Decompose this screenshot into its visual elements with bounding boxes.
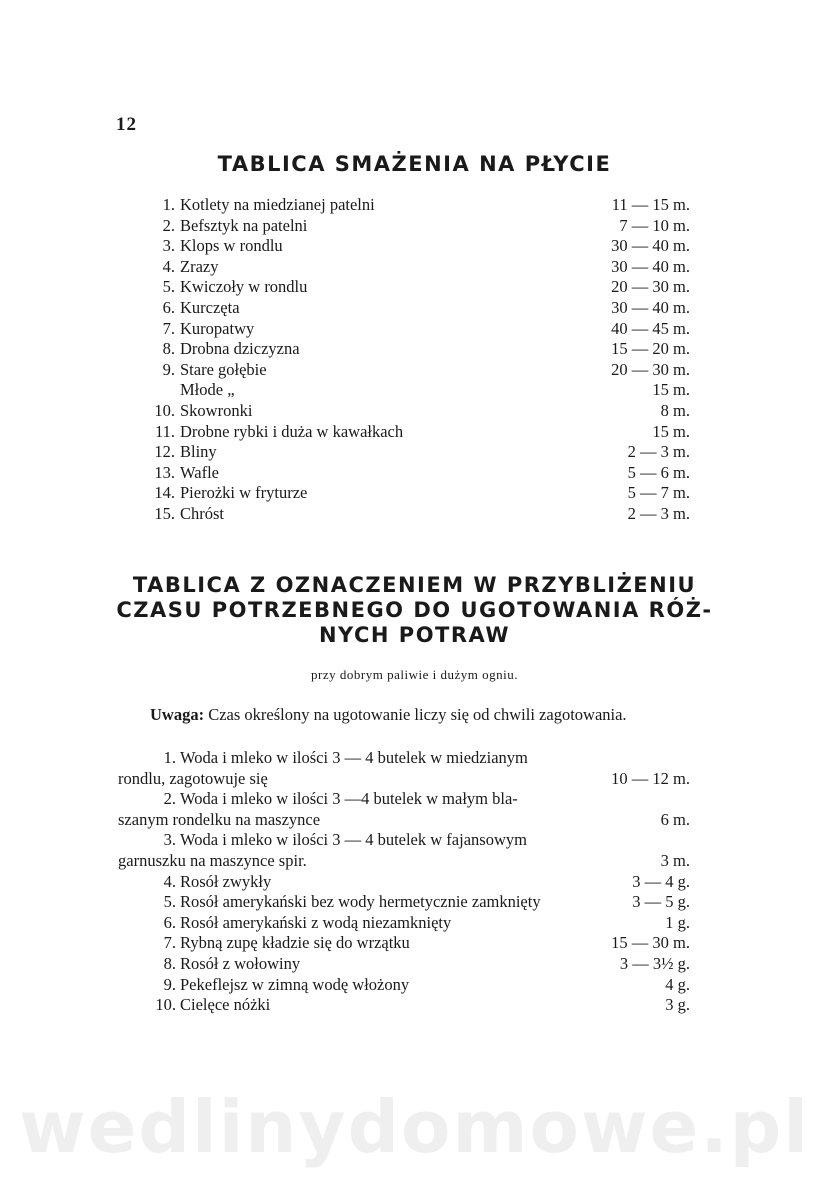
frying-table <box>150 195 690 525</box>
row-label: Zrazy <box>180 256 219 276</box>
row-label: Drobne rybki i duża w kawałkach <box>180 421 404 441</box>
row-time: 15 m. <box>652 421 690 441</box>
row-number: 6. <box>163 912 176 932</box>
row-number: 12. <box>154 442 175 462</box>
table-row <box>150 277 690 298</box>
section2-subtitle: przy dobrym paliwie i dużym ogniu. <box>311 667 518 682</box>
row-time: 5 — 6 m. <box>627 462 690 482</box>
row-time: 7 — 10 m. <box>619 215 690 235</box>
row-number: 1. <box>162 195 175 214</box>
table-row <box>118 995 690 1016</box>
row-time: 15 — 20 m. <box>611 339 690 359</box>
row-number: 14. <box>154 483 175 503</box>
row-number: 13. <box>154 462 175 482</box>
row-time: 10 — 12 m. <box>611 768 690 788</box>
table-row <box>118 789 690 830</box>
row-label: Kurczęta <box>180 297 240 317</box>
row-label: Cielęce nóżki <box>180 995 271 1015</box>
table-row <box>118 892 690 913</box>
row-label: Kwiczoły w rondlu <box>180 277 308 297</box>
note-label: Uwaga: <box>150 705 205 724</box>
row-label: Woda i mleko w ilości 3 — 4 butelek w miedzianym <box>180 748 528 767</box>
table-row <box>150 380 690 401</box>
row-label: Woda i mleko w ilości 3 — 4 butelek w fajansowym <box>180 830 527 850</box>
row-label: Skowronki <box>180 400 253 420</box>
row-label-continuation: szanym rondelku na maszynce <box>118 809 321 829</box>
row-time: 6 m. <box>660 809 690 829</box>
row-time: 15 — 30 m. <box>611 933 690 953</box>
row-time: 20 — 30 m. <box>611 359 690 379</box>
row-number: 6. <box>162 297 175 317</box>
row-number: 8. <box>162 339 175 359</box>
row-time: 3 — 4 g. <box>632 871 690 891</box>
row-label: Rosół z wołowiny <box>180 953 301 973</box>
row-label: Pierożki w fryturze <box>180 483 308 503</box>
row-label: Rosół amerykański bez wody hermetycznie zamknięty <box>180 892 541 912</box>
row-number: 4. <box>163 871 176 891</box>
section2-title <box>0 573 829 648</box>
row-time: 20 — 30 m. <box>611 277 690 297</box>
table-row <box>118 830 690 871</box>
row-label: Pekeflejsz w zimną wodę włożony <box>180 974 410 994</box>
row-label: Chróst <box>180 503 225 523</box>
row-time: 8 m. <box>660 400 690 420</box>
table-row <box>150 504 690 525</box>
table-row <box>150 216 690 237</box>
page-number: 12 <box>116 114 137 135</box>
row-number: 3. <box>163 830 176 850</box>
row-number: 2. <box>162 215 175 235</box>
row-time: 2 — 3 m. <box>627 442 690 462</box>
row-label: Rybną zupę kładzie się do wrzątku <box>180 933 410 953</box>
row-time: 5 — 7 m. <box>627 483 690 503</box>
row-number: 5. <box>163 892 176 912</box>
row-time: 30 — 40 m. <box>611 236 690 256</box>
table-row <box>118 913 690 934</box>
row-label: Kuropatwy <box>180 318 255 338</box>
table-row <box>118 748 690 789</box>
watermark: wedlinydomowe.pl <box>19 1085 810 1169</box>
table-row <box>150 298 690 319</box>
row-number: 11. <box>154 421 175 441</box>
row-label: Drobna dziczyzna <box>180 339 300 359</box>
table-row <box>150 463 690 484</box>
row-time: 40 — 45 m. <box>611 318 690 338</box>
table-row <box>150 401 690 422</box>
table-row <box>150 257 690 278</box>
note <box>150 705 627 725</box>
row-number: 9. <box>163 974 176 994</box>
row-time: 30 — 40 m. <box>611 256 690 276</box>
row-label-continuation: rondlu, zagotowuje się <box>118 768 268 788</box>
row-number: 10. <box>154 400 175 420</box>
table-row <box>150 360 690 381</box>
table-row <box>118 975 690 996</box>
table-row <box>150 195 690 216</box>
row-time: 2 — 3 m. <box>627 503 690 523</box>
row-time: 11 — 15 m. <box>611 195 690 214</box>
table-row <box>150 319 690 340</box>
row-label: Klops w rondlu <box>180 236 283 256</box>
row-label: Stare gołębie <box>180 359 267 379</box>
table-row <box>150 339 690 360</box>
row-label: Rosół zwykły <box>180 871 272 891</box>
row-number: 10. <box>155 995 176 1015</box>
cooking-table <box>118 748 690 1016</box>
row-label: Befsztyk na patelni <box>180 215 308 235</box>
table-row <box>150 236 690 257</box>
row-label-continuation: garnuszku na maszynce spir. <box>118 850 307 870</box>
section2-title-line2: CZASU POTRZEBNEGO DO UGOTOWANIA RÓŻ- <box>116 598 713 622</box>
row-time: 3 g. <box>665 995 690 1015</box>
row-time: 3 m. <box>660 850 690 870</box>
row-label: Wafle <box>180 462 219 482</box>
row-number: 15. <box>154 503 175 523</box>
table-row <box>118 954 690 975</box>
row-time: 3 — 5 g. <box>632 892 690 912</box>
row-time: 15 m. <box>652 380 690 400</box>
row-label: Rosół amerykański z wodą niezamknięty <box>180 912 452 932</box>
table-row <box>118 933 690 954</box>
row-time: 1 g. <box>665 912 690 932</box>
row-number: 2. <box>163 789 176 809</box>
row-time: 30 — 40 m. <box>611 297 690 317</box>
row-number: 5. <box>162 277 175 297</box>
row-number: 7. <box>163 933 176 953</box>
row-label: Bliny <box>180 442 217 462</box>
note-text: Czas określony na ugotowanie liczy się od chwili zagotowania. <box>208 705 627 724</box>
table-row <box>150 422 690 443</box>
section2-title-line3: NYCH POTRAW <box>318 623 511 647</box>
row-label: Młode „ <box>180 380 235 400</box>
row-number: 9. <box>162 359 175 379</box>
section1-title: TABLICA SMAŻENIA NA PŁYCIE <box>217 152 612 176</box>
row-time: 3 — 3½ g. <box>619 953 690 973</box>
row-number: 1. <box>163 748 176 767</box>
row-time: 4 g. <box>665 974 690 994</box>
row-label: Woda i mleko w ilości 3 —4 butelek w małym bla- <box>180 789 518 809</box>
row-number: 7. <box>162 318 175 338</box>
row-number: 4. <box>162 256 175 276</box>
row-number: 3. <box>162 236 175 256</box>
table-row <box>150 483 690 504</box>
row-label: Kotlety na miedzianej patelni <box>180 195 375 214</box>
table-row <box>150 442 690 463</box>
table-row <box>118 872 690 893</box>
row-number: 8. <box>163 953 176 973</box>
section2-title-line1: TABLICA Z OZNACZENIEM W PRZYBLIŻENIU <box>132 573 697 597</box>
